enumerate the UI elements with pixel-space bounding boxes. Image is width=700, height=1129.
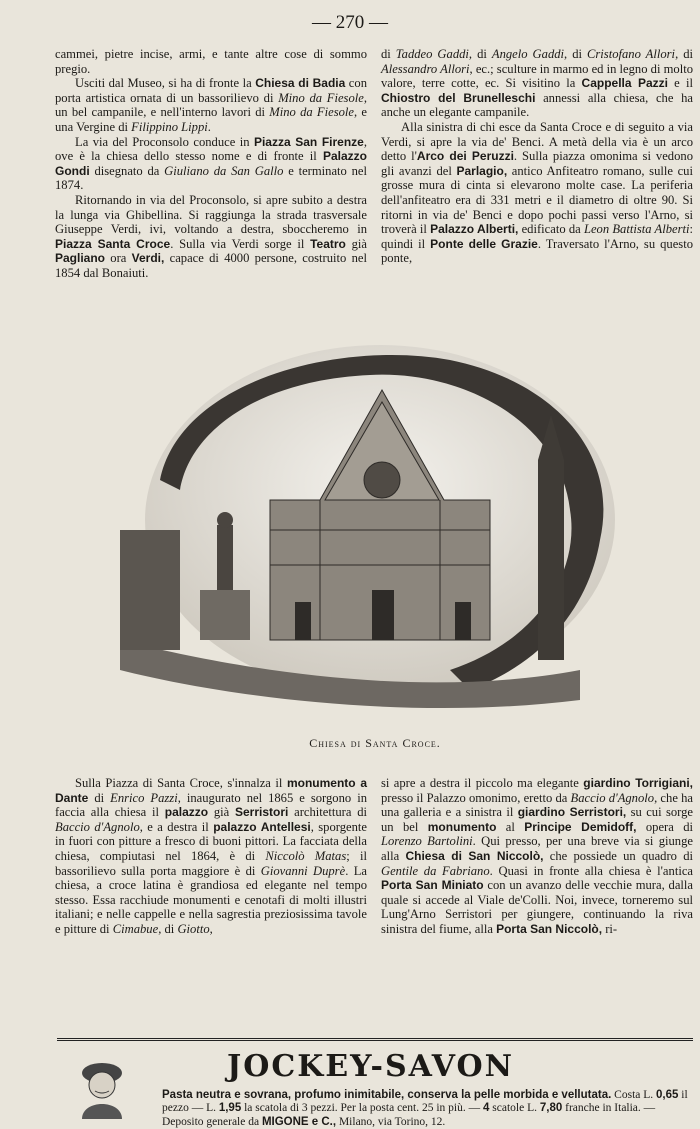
text-run: Gentile da Fabriano (381, 863, 490, 878)
text-run: , un bel campanile, e nell'interno lavori di (55, 90, 367, 120)
text-run: . Qui presso, per una breve via si giunge alla (381, 834, 693, 863)
text-run: giardino Serristori, (517, 805, 627, 820)
text-run: cammei, pietre incise, armi, e tante altre cose di sommo pregio. (55, 47, 367, 76)
text-run: Principe Demidoff, (524, 819, 637, 834)
top-left-column (55, 47, 367, 281)
text-run: già (345, 236, 367, 251)
santa-croce-illustration (120, 340, 620, 715)
text-run: Taddeo Gaddi (395, 47, 469, 61)
text-run: , e a destra il (139, 819, 214, 834)
text-run: , sporgente in fuori con pitture a fresco di buoni pittori. La facciata della chiesa, compiutasi nel 1864, è di (55, 819, 368, 863)
text-run: Sulla Piazza di Santa Croce, s'innalza il (75, 776, 287, 790)
text-run: . Sulla via Verdi sorge il (170, 236, 311, 251)
text-run: , di (468, 47, 492, 61)
jockey-portrait-icon (67, 1053, 137, 1119)
text-run: Porta San Niccolò, (496, 921, 603, 936)
text-run: monumento (427, 819, 497, 834)
text-run: , ec.; sculture in marmo ed in legno di molto valore, terre cotte, ec. Si visitino la (381, 61, 694, 91)
text-run: : quindi il (381, 222, 693, 251)
text-run: Cristofano Allori (587, 47, 676, 61)
ad-title: JOCKEY-SAVON (227, 1049, 515, 1084)
text-run: Piazza Santa Croce (55, 236, 171, 251)
text-run: annessi alla chiesa, che ha anche un elegante campanile. (381, 90, 693, 120)
text-run: Milano, via Torino, 12. (336, 1115, 446, 1128)
text-run: 1,95 (218, 1102, 242, 1115)
text-run: , che ha una galleria e a sinistra il (381, 790, 693, 820)
text-run: Giuliano da San Gallo (164, 163, 284, 178)
paragraph (55, 135, 367, 193)
text-run: Costa L. (611, 1089, 657, 1101)
text-run: presso il Palazzo omonimo, eretto da (381, 790, 571, 805)
bottom-right-column (381, 776, 693, 937)
text-run: Alessandro Allori (381, 61, 470, 76)
text-run: Porta San Miniato (381, 878, 484, 893)
text-run: Serristori (234, 805, 289, 820)
text-run: scatole L. (489, 1102, 540, 1115)
text-run: , e una Vergine di (55, 105, 368, 134)
text-run: franche in Italia. — Deposito generale da (162, 1102, 656, 1128)
text-run: Alla sinistra di chi esce da Santa Croce e di seguito a via Verdi, si apre la via de' Benci. A metà della via è un arco detto l' (381, 119, 693, 164)
paragraph (55, 76, 367, 134)
text-run: . (207, 119, 211, 134)
text-run: su cui sorge un bel (381, 805, 693, 834)
text-run: Niccolò Matas (265, 848, 347, 863)
paragraph (55, 47, 367, 76)
text-run: 7,80 (539, 1102, 563, 1115)
text-run: già (208, 805, 235, 820)
text-run: Chiesa di San Niccolò, (405, 848, 544, 863)
text-run: Chiesa di Badia (255, 76, 346, 91)
text-run: Palazzo Alberti, (430, 222, 519, 237)
text-run: MIGONE e C., (261, 1115, 337, 1128)
text-run: Leon Battista Alberti (583, 222, 690, 237)
text-run: . Quasi in fronte alla chiesa è l'antica (489, 863, 693, 878)
paragraph (55, 776, 367, 937)
text-run: Enrico Pazzi (110, 790, 178, 805)
text-run: Lorenzo Bartolini (381, 834, 473, 849)
figure-caption: Chiesa di Santa Croce. (309, 736, 441, 750)
text-run: monumento a Dante (55, 776, 367, 805)
text-run: disegnato da (89, 163, 165, 178)
text-run: ri- (602, 921, 618, 936)
paragraph (381, 47, 693, 120)
text-run: . Sulla piazza omonima si vedono gli avanzi del (381, 149, 693, 178)
text-run: Mino da Fiesole (278, 90, 364, 105)
ad-text (162, 1089, 692, 1129)
text-run: , di (158, 921, 178, 936)
text-run: Arco dei Peruzzi (416, 149, 514, 164)
text-run: si apre a destra il piccolo ma elegante (381, 776, 584, 790)
text-run: La via del Proconsolo conduce in (75, 134, 254, 149)
text-run: che possiede un quadro di (543, 848, 694, 863)
text-run: Giovanni Duprè (260, 863, 346, 878)
text-run: Chiostro del Brunelleschi (381, 90, 536, 105)
text-run: di (88, 790, 111, 805)
text-run: . La chiesa, a croce latina è grandiosa ed elegante nel tempo stesso. Essa racchiude monumenti e cenotafi di molti illustri italiani; e nelle cappelle e nella sagrestia preziosissima tavole e pitture di (55, 863, 367, 936)
text-run: con un avanzo delle vecchie mura, dalla quale si accede al Viale de'Colli. Noi, invece, torneremo sul Lung'Arno Serristori per giungere, continuando la riva sinistra del fiume, alla (381, 878, 693, 936)
text-run: . Traversato l'Arno, su questo ponte, (381, 236, 693, 266)
text-run: Angelo Gaddi (491, 47, 565, 61)
text-run: Palazzo Gondi (55, 149, 367, 178)
text-run: , di (675, 47, 694, 61)
text-run: palazzo (164, 805, 209, 820)
text-run: palazzo Antellesi (213, 819, 311, 834)
text-run: architettura di (288, 805, 367, 820)
text-run: , di (564, 47, 587, 61)
text-run: , ove è la chiesa dello stesso nome e di fronte il (55, 134, 368, 164)
text-run: Parlagio, (456, 163, 508, 178)
text-run: il pezzo — L. (162, 1089, 688, 1115)
text-run: , inaugurato nel 1865 e sorgono in faccia alla chiesa il (55, 790, 367, 820)
text-run: Pagliano (55, 251, 106, 266)
page-number: — 270 — (312, 12, 388, 33)
text-run: antico Anfiteatro romano, sulle cui grosse mura di cinta si elevarono molte case. La periferia dell'anfiteatro era di 331 metri e il diametro di oltre 90. Si ritorni in via de' Benci e dopo pochi passi verso l'Arno, si troverà il (381, 163, 693, 237)
text-run: Baccio d'Agnolo (570, 790, 655, 805)
paragraph (381, 776, 693, 937)
advertisement-box (57, 1038, 693, 1128)
text-run: edificato da (518, 222, 584, 237)
text-run: 0,65 (656, 1089, 679, 1101)
text-run: Baccio d'Agnolo (55, 819, 140, 834)
text-run: di (381, 47, 396, 61)
text-run: Verdi, (131, 251, 165, 266)
paragraph (381, 120, 693, 266)
text-run: , (209, 921, 213, 936)
text-run: Filippino Lippi (131, 119, 208, 134)
text-run: ora (105, 251, 132, 266)
text-run: Cimabue (112, 921, 159, 936)
paragraph (55, 193, 367, 281)
text-run: Pasta neutra e sovrana, profumo inimitabile, conserva la pelle morbida e vellutata. (162, 1089, 612, 1101)
text-run: Giotto (177, 921, 210, 936)
text-run: capace di 4000 persone, costruito nel 1854 dal Bonaiuti. (55, 251, 367, 280)
text-run: Usciti dal Museo, si ha di fronte la (75, 76, 256, 91)
text-run: Ritornando in via del Proconsolo, si apre subito a destra la lunga via Ghibellina. Si raggiunga la strada trasversale Giuseppe Verdi, ivi, voltando a destra, sboccheremo in (55, 192, 367, 237)
text-run: e il (667, 76, 693, 91)
text-run: 4 (483, 1102, 490, 1115)
text-run: Ponte delle Grazie (430, 236, 538, 251)
text-run: la scatola di 3 pezzi. Per la posta cent. 25 in più. — (241, 1102, 483, 1115)
text-run: Mino da Fiesole (269, 105, 355, 120)
text-run: Teatro (310, 236, 346, 251)
text-run: con porta artistica ornata di un bassorilievo di (55, 76, 367, 105)
text-run: Cappella Pazzi (581, 76, 668, 91)
top-right-column (381, 47, 693, 266)
text-run: ; il bassorilievo sulla porta maggiore è di (55, 848, 367, 878)
text-run: giardino Torrigiani, (583, 776, 693, 790)
bottom-left-column (55, 776, 367, 937)
text-run: Piazza San Firenze (253, 134, 364, 149)
text-run: al (496, 819, 525, 834)
text-run: opera di (636, 819, 694, 834)
text-run: e terminato nel 1874. (55, 163, 367, 193)
